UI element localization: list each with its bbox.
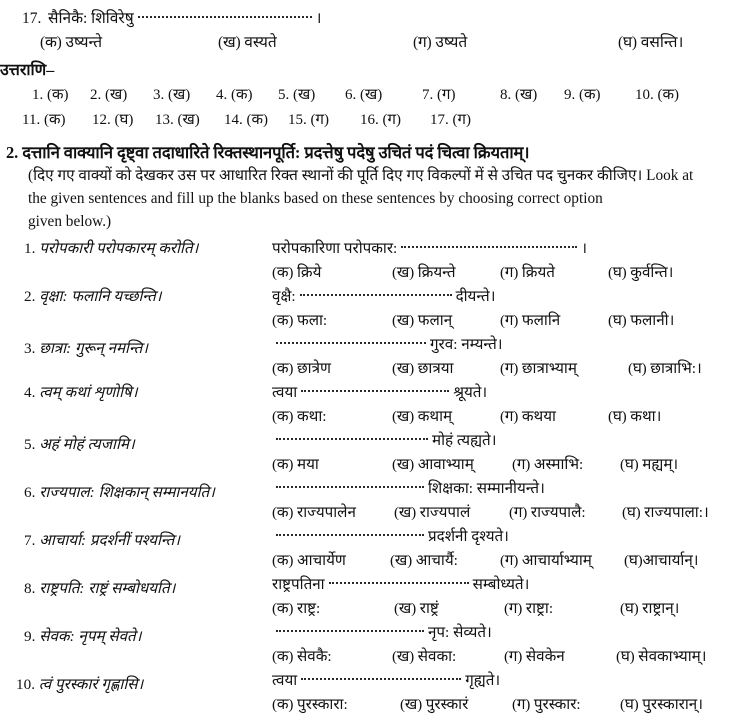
answer-item-2 [90, 84, 127, 104]
question-17-stem-end: । [315, 10, 322, 27]
option-text: वसन्ति। [640, 34, 684, 51]
option-label: (ग) [509, 504, 528, 521]
fill-after: शिक्षका: सम्मानीयन्ते। [428, 480, 545, 497]
item-2-option-d[interactable] [608, 310, 674, 330]
item-2-options [272, 310, 756, 332]
question-17-option-c[interactable] [413, 30, 467, 52]
answer-value: (घ) [114, 112, 134, 128]
answer-item-17 [430, 109, 471, 129]
option-label: (ख) [392, 360, 414, 377]
item-1-option-d[interactable] [608, 262, 673, 282]
blank-dotted-line [301, 677, 461, 680]
answer-number: 13. [155, 112, 174, 128]
question-17-option-a[interactable] [40, 30, 102, 52]
option-text: फला: [296, 312, 328, 329]
item-sentence-text: त्वम् कथां शृणोषि। [39, 384, 138, 401]
answer-value: (ग) [382, 112, 401, 128]
option-label: (घ) [608, 312, 627, 329]
option-text: राष्ट्रान्। [642, 600, 680, 617]
item-number: 3. [24, 340, 36, 357]
item-sentence-text: छात्रा: गुरून् नमन्ति। [39, 340, 149, 357]
section-2-title [6, 140, 529, 163]
option-text: कथाम् [417, 408, 453, 425]
option-text: फलानी। [630, 312, 675, 329]
answer-number: 2. [90, 87, 102, 103]
answer-item-3 [153, 84, 190, 104]
option-text: उष्यते [435, 34, 468, 51]
answer-item-12 [92, 109, 133, 129]
item-1-option-a[interactable] [272, 262, 321, 282]
item-1-option-c[interactable] [500, 262, 555, 282]
item-3-options [272, 358, 756, 380]
item-10-option-d[interactable] [620, 694, 703, 714]
option-text: क्रिये [296, 264, 322, 281]
option-label: (क) [272, 648, 294, 665]
answer-number: 6. [345, 87, 357, 103]
option-text: सेवकै: [296, 648, 332, 665]
option-text: पुरस्कारं [425, 696, 469, 713]
item-9-option-c[interactable] [504, 646, 565, 666]
option-text: राष्ट्रा: [525, 600, 554, 617]
option-label: (ग) [413, 34, 432, 51]
item-8-options [272, 598, 756, 620]
section-2-instruction [28, 164, 750, 233]
section-2-number: 2. [6, 143, 19, 162]
item-6-option-c[interactable] [509, 502, 586, 522]
option-label: (ख) [394, 600, 416, 617]
item-8-fill-line [272, 574, 529, 594]
item-9-option-a[interactable] [272, 646, 332, 666]
item-7-option-d[interactable] [624, 550, 699, 570]
option-label: (ख) [218, 34, 241, 51]
instruction-line-3: given below.) [28, 213, 112, 230]
item-10-option-a[interactable] [272, 694, 348, 714]
option-label: (घ) [620, 456, 639, 473]
option-label: (ख) [392, 312, 414, 329]
question-17-options [40, 30, 756, 54]
item-3-option-b[interactable] [392, 358, 453, 378]
item-sentence-text: अहं मोहं त्यजामि। [39, 436, 135, 453]
option-text: आचार्यै: [415, 552, 458, 569]
option-label: (घ) [622, 504, 641, 521]
option-label: (ग) [504, 648, 523, 665]
item-9-option-b[interactable] [392, 646, 456, 666]
fill-after: नृप: सेव्यते। [428, 624, 492, 641]
option-label: (ख) [390, 552, 412, 569]
item-7-fill-line [272, 526, 509, 546]
item-sentence-text: त्वं पुरस्कारं गृह्णासि। [38, 676, 144, 693]
answer-number: 1. [32, 87, 44, 103]
option-text: सेवकाभ्याम्। [638, 648, 707, 665]
answer-item-11 [22, 109, 65, 129]
item-3-option-d[interactable] [628, 358, 702, 378]
item-sentence-text: राष्ट्रपति: राष्ट्रं सम्बोधयति। [39, 580, 176, 597]
answer-number: 4. [216, 87, 228, 103]
item-4-fill-line [272, 382, 487, 402]
item-2-option-a[interactable] [272, 310, 327, 330]
item-sentence-text: वृक्षा: फलानि यच्छन्ति। [39, 288, 162, 305]
item-1-sentence [24, 238, 198, 258]
option-text: राज्यपालै: [530, 504, 586, 521]
blank-dotted-line [276, 629, 424, 632]
option-text: कथा। [630, 408, 662, 425]
item-1-option-b[interactable] [392, 262, 456, 282]
question-17-option-b[interactable] [218, 30, 277, 52]
item-3-option-a[interactable] [272, 358, 331, 378]
item-sentence-text: राज्यपाल: शिक्षकान् सम्मानयति। [39, 484, 215, 501]
fill-before: परोपकारिणा परोपकार: [272, 240, 398, 257]
blank-dotted-line [300, 293, 452, 296]
option-text: आचार्याभ्याम् [521, 552, 592, 569]
item-9-options [272, 646, 756, 668]
blank-dotted-line [276, 341, 426, 344]
item-5-fill-line [272, 430, 496, 450]
item-2-option-b[interactable] [392, 310, 452, 330]
option-text: आचार्यान्। [642, 552, 699, 569]
question-17-number: 17. [22, 10, 42, 27]
option-text: सेवका: [417, 648, 457, 665]
option-label: (ग) [500, 408, 519, 425]
answer-item-16 [360, 109, 401, 129]
item-number: 9. [24, 628, 36, 645]
item-4-sentence [24, 382, 138, 402]
answer-value: (ख) [360, 87, 383, 103]
answer-number: 12. [92, 112, 111, 128]
item-10-fill-line [272, 670, 500, 690]
item-6-option-a[interactable] [272, 502, 356, 522]
answer-value: (ख) [177, 112, 200, 128]
answer-value: (क) [657, 87, 680, 103]
answer-item-8 [500, 84, 537, 104]
answer-value: (क) [579, 87, 601, 103]
fill-after: । [581, 240, 588, 257]
item-5-option-c[interactable] [512, 454, 583, 474]
item-6-sentence [24, 482, 215, 502]
fill-after: गुरव: नम्यन्ते। [430, 336, 503, 353]
item-9-fill-line [272, 622, 492, 642]
item-6-option-b[interactable] [394, 502, 470, 522]
option-text: पुरस्कारा: [296, 696, 348, 713]
blank-dotted-line [276, 485, 424, 488]
answer-value: (क) [246, 112, 269, 128]
item-number: 4. [24, 384, 36, 401]
fill-before: त्वया [272, 384, 298, 401]
option-label: (घ) [608, 408, 627, 425]
option-text: मया [296, 456, 319, 473]
fill-before: त्वया [272, 672, 298, 689]
option-text: पुरस्कारान्। [642, 696, 703, 713]
item-9-sentence [24, 626, 141, 646]
option-text: कथया [521, 408, 556, 425]
answer-value: (ख) [168, 87, 191, 103]
item-7-options [272, 550, 756, 572]
option-text: कुर्वन्ति। [630, 264, 674, 281]
option-label: (ग) [500, 264, 519, 281]
answer-number: 8. [500, 87, 512, 103]
item-8-sentence [24, 578, 175, 598]
item-4-option-c[interactable] [500, 406, 556, 426]
item-3-fill-line [272, 334, 503, 354]
answer-number: 5. [278, 87, 290, 103]
item-number: 2. [24, 288, 36, 305]
item-7-sentence [24, 530, 180, 550]
question-17-stem-text: सैनिकै: शिविरेषु [48, 10, 134, 27]
answer-item-7 [422, 84, 455, 104]
option-text: अस्माभि: [533, 456, 584, 473]
item-5-option-b[interactable] [392, 454, 474, 474]
option-text: उष्यन्ते [65, 34, 103, 51]
fill-before: राष्ट्रपतिना [272, 576, 325, 593]
answer-value: (ग) [437, 87, 456, 103]
option-text: वस्यते [244, 34, 277, 51]
option-text: आवाभ्याम् [417, 456, 474, 473]
option-label: (घ) [620, 600, 639, 617]
option-text: छात्रेण [296, 360, 331, 377]
option-text: क्रियन्ते [417, 264, 456, 281]
item-10-option-c[interactable] [512, 694, 581, 714]
option-label: (क) [40, 34, 62, 51]
option-text: मह्यम्। [642, 456, 679, 473]
option-text: राष्ट्रं [419, 600, 439, 617]
option-label: (ग) [500, 552, 519, 569]
option-text: क्रियते [521, 264, 555, 281]
item-number: 10. [16, 676, 35, 693]
item-6-option-d[interactable] [622, 502, 709, 522]
option-label: (घ) [620, 696, 639, 713]
answer-number: 14. [224, 112, 243, 128]
option-text: फलान् [417, 312, 453, 329]
option-label: (क) [272, 600, 294, 617]
option-text: फलानि [521, 312, 561, 329]
item-10-option-b[interactable] [400, 694, 468, 714]
fill-after: गृह्यते। [465, 672, 501, 689]
item-4-option-b[interactable] [392, 406, 452, 426]
item-1-fill-line [272, 238, 587, 258]
fill-after: दीयन्ते। [455, 288, 496, 305]
item-3-sentence [24, 338, 148, 358]
option-label: (क) [272, 456, 294, 473]
option-label: (घ) [628, 360, 647, 377]
option-text: राज्यपालेन [296, 504, 356, 521]
option-label: (ख) [392, 408, 414, 425]
answer-value: (ग) [452, 112, 471, 128]
fill-after: मोहं त्यह्यते। [432, 432, 497, 449]
answer-value: (क) [43, 112, 66, 128]
option-label: (ग) [512, 456, 531, 473]
option-text: राष्ट्र: [296, 600, 321, 617]
answer-number: 10. [635, 87, 654, 103]
option-label: (ग) [512, 696, 531, 713]
item-9-option-d[interactable] [616, 646, 707, 666]
item-6-fill-line [272, 478, 545, 498]
blank-dotted-line [138, 15, 312, 18]
option-label: (ग) [504, 600, 523, 617]
option-text: छात्रया [417, 360, 454, 377]
option-label: (ख) [400, 696, 422, 713]
blank-dotted-line [329, 581, 469, 584]
item-5-options [272, 454, 756, 476]
blank-dotted-line [401, 245, 577, 248]
item-number: 1. [24, 240, 36, 257]
blank-dotted-line [276, 533, 424, 536]
item-4-options [272, 406, 756, 428]
option-text: छात्राभ्याम् [521, 360, 577, 377]
answer-item-1 [32, 84, 69, 104]
answer-item-14 [224, 109, 268, 129]
option-label: (क) [272, 696, 294, 713]
option-label: (ख) [392, 456, 414, 473]
fill-after: श्रूयते। [453, 384, 488, 401]
option-text: आचार्येण [296, 552, 346, 569]
blank-dotted-line [301, 389, 449, 392]
instruction-line-1: (दिए गए वाक्यों को देखकर उस पर आधारित रिक्त स्थानों की पूर्ति दिए गए विकल्पों में से उचित पद चुनकर कीजिए। Look at [28, 167, 694, 184]
option-label: (क) [272, 408, 294, 425]
item-10-sentence [16, 674, 143, 694]
option-text: सेवकेन [525, 648, 565, 665]
item-2-option-c[interactable] [500, 310, 560, 330]
option-label: (क) [272, 264, 294, 281]
option-text: पुरस्कार: [533, 696, 581, 713]
item-4-option-d[interactable] [608, 406, 661, 426]
answer-value: (ख) [105, 87, 128, 103]
answer-value: (ग) [310, 112, 329, 128]
option-label: (ग) [500, 360, 519, 377]
option-text: राज्यपाला:। [644, 504, 709, 521]
item-5-option-a[interactable] [272, 454, 319, 474]
option-label: (ख) [392, 648, 414, 665]
option-label: (घ) [618, 34, 637, 51]
item-number: 8. [24, 580, 36, 597]
fill-after: सम्बोध्यते। [472, 576, 530, 593]
answers-row-1 [0, 84, 756, 106]
answer-number: 7. [422, 87, 434, 103]
question-17-stem [22, 6, 322, 28]
option-label: (ग) [500, 312, 519, 329]
option-text: छात्राभि:। [650, 360, 702, 377]
answer-item-4 [216, 84, 253, 104]
blank-dotted-line [276, 437, 428, 440]
answer-value: (ख) [515, 87, 538, 103]
answer-number: 15. [288, 112, 307, 128]
item-5-option-d[interactable] [620, 454, 678, 474]
item-5-sentence [24, 434, 135, 454]
instruction-line-2: the given sentences and fill up the blanks based on these sentences by choosing correct option [28, 190, 603, 207]
option-label: (क) [272, 312, 294, 329]
item-8-option-a[interactable] [272, 598, 320, 618]
fill-after: प्रदर्शनी दृश्यते। [428, 528, 509, 545]
answer-value: (ख) [293, 87, 316, 103]
option-text: कथा: [296, 408, 327, 425]
item-4-option-a[interactable] [272, 406, 327, 426]
option-label: (क) [272, 552, 294, 569]
option-label: (क) [272, 360, 294, 377]
item-number: 5. [24, 436, 36, 453]
item-1-options [272, 262, 756, 284]
answer-value: (क) [231, 87, 253, 103]
item-8-option-c[interactable] [504, 598, 553, 618]
item-10-options [272, 694, 756, 716]
item-7-option-a[interactable] [272, 550, 346, 570]
answer-number: 11. [22, 112, 41, 128]
section-2-title-text: दत्तानि वाक्यानि दृष्ट्वा तदाधारिते रिक्तस्थानपूर्ति: प्रदत्तेषु पदेषु उचितं पदं चित्वा क्रियताम्। [22, 143, 530, 162]
answers-row-2 [0, 109, 756, 131]
item-7-option-b[interactable] [390, 550, 458, 570]
answer-item-6 [345, 84, 382, 104]
answer-value: (क) [47, 87, 69, 103]
option-text: राज्यपालं [419, 504, 471, 521]
option-label: (ख) [394, 504, 416, 521]
item-3-option-c[interactable] [500, 358, 577, 378]
item-7-option-c[interactable] [500, 550, 592, 570]
item-sentence-text: आचार्या: प्रदर्शनीं पश्यन्ति। [39, 532, 180, 549]
fill-before: वृक्षै: [272, 288, 296, 305]
option-label: (क) [272, 504, 294, 521]
answer-number: 17. [430, 112, 449, 128]
answer-number: 9. [564, 87, 576, 103]
item-8-option-d[interactable] [620, 598, 679, 618]
answer-number: 16. [360, 112, 379, 128]
option-label: (घ) [608, 264, 627, 281]
item-number: 6. [24, 484, 36, 501]
item-6-options [272, 502, 756, 524]
answer-item-10 [635, 84, 679, 104]
answer-item-13 [155, 109, 200, 129]
option-label: (घ) [616, 648, 635, 665]
answer-number: 3. [153, 87, 165, 103]
answer-item-5 [278, 84, 315, 104]
item-2-sentence [24, 286, 161, 306]
item-sentence-text: सेवक: नृपम् सेवते। [39, 628, 142, 645]
answer-item-15 [288, 109, 329, 129]
option-label: (घ) [624, 552, 643, 569]
item-sentence-text: परोपकारी परोपकारम् करोति। [39, 240, 199, 257]
item-2-fill-line [272, 286, 495, 306]
item-8-option-b[interactable] [394, 598, 439, 618]
answers-heading: उत्तराणि– [0, 62, 55, 79]
option-label: (ख) [392, 264, 414, 281]
item-number: 7. [24, 532, 36, 549]
answer-item-9 [564, 84, 601, 104]
question-17-option-d[interactable] [618, 30, 683, 52]
